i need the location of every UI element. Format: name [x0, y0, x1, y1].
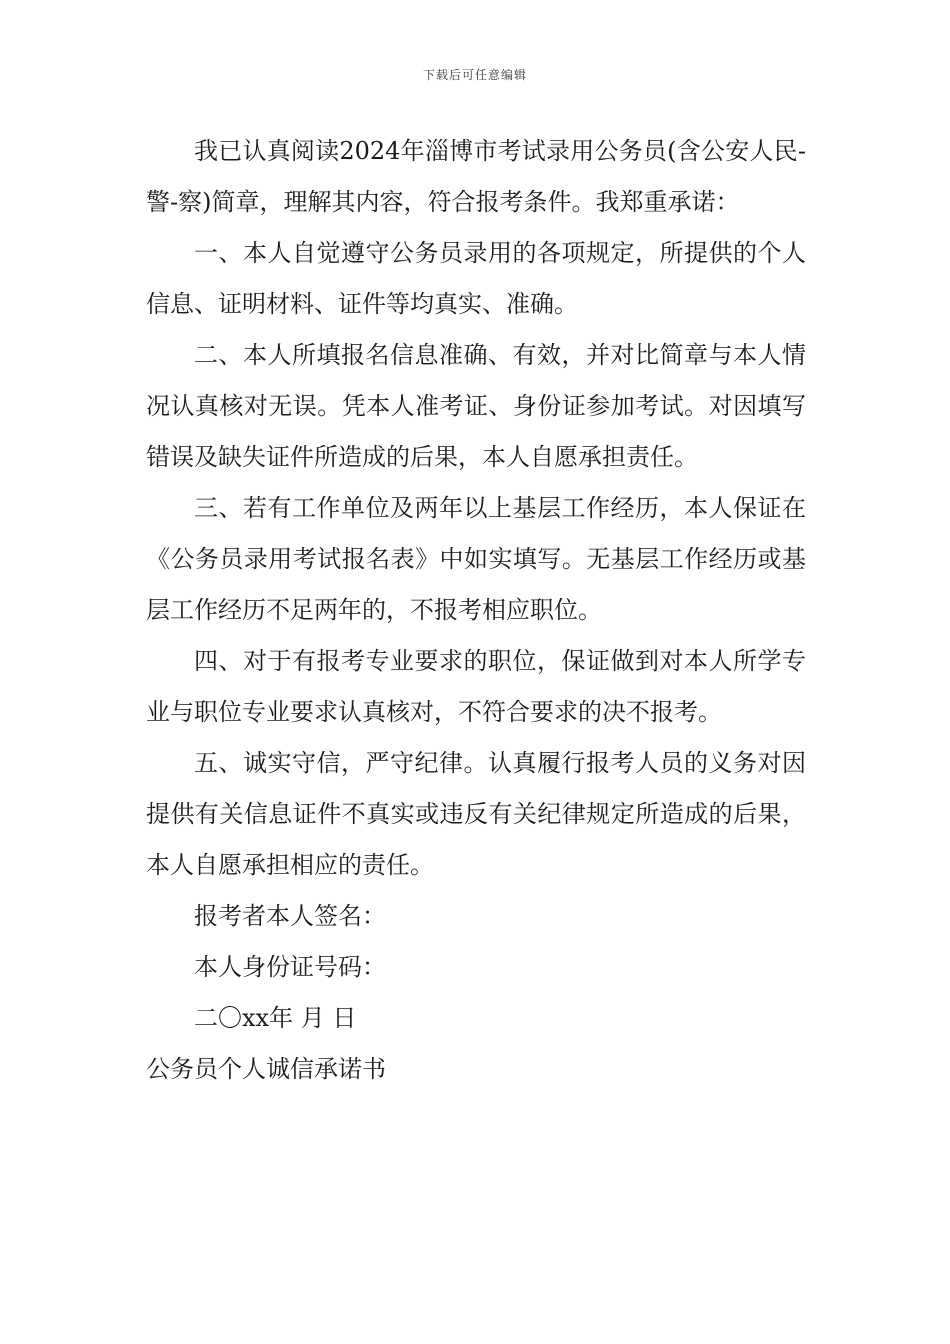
pledge-item-5: 五、诚实守信，严守纪律。认真履行报考人员的义务对因提供有关信息证件不真实或违反有关纪律规定所造成的后果，本人自愿承担相应的责任。: [146, 749, 806, 879]
pledge-item-1: 一、本人自觉遵守公务员录用的各项规定，所提供的个人信息、证明材料、证件等均真实、准确。: [146, 239, 806, 318]
intro-paragraph: 我已认真阅读2024年淄博市考试录用公务员(含公安人民-警-察)简章，理解其内容，符合报考条件。我郑重承诺：: [146, 137, 806, 216]
closing-title: 公务员个人诚信承诺书: [146, 1055, 386, 1083]
pledge-item-3: 三、若有工作单位及两年以上基层工作经历，本人保证在《公务员录用考试报名表》中如实填写。无基层工作经历或基层工作经历不足两年的，不报考相应职位。: [146, 494, 806, 624]
pledge-item-2: 二、本人所填报名信息准确、有效，并对比简章与本人情况认真核对无误。凭本人准考证、身份证参加考试。对因填写错误及缺失证件所造成的后果，本人自愿承担责任。: [146, 341, 806, 471]
signature-label: 报考者本人签名：: [194, 902, 386, 930]
id-number-label: 本人身份证号码：: [194, 953, 386, 981]
pledge-item-4: 四、对于有报考专业要求的职位，保证做到对本人所学专业与职位专业要求认真核对，不符合要求的决不报考。: [146, 647, 806, 726]
date-line: 二〇xx年 月 日: [194, 1004, 357, 1032]
header-note: 下载后可任意编辑: [422, 68, 527, 82]
document-body: [146, 126, 806, 1095]
